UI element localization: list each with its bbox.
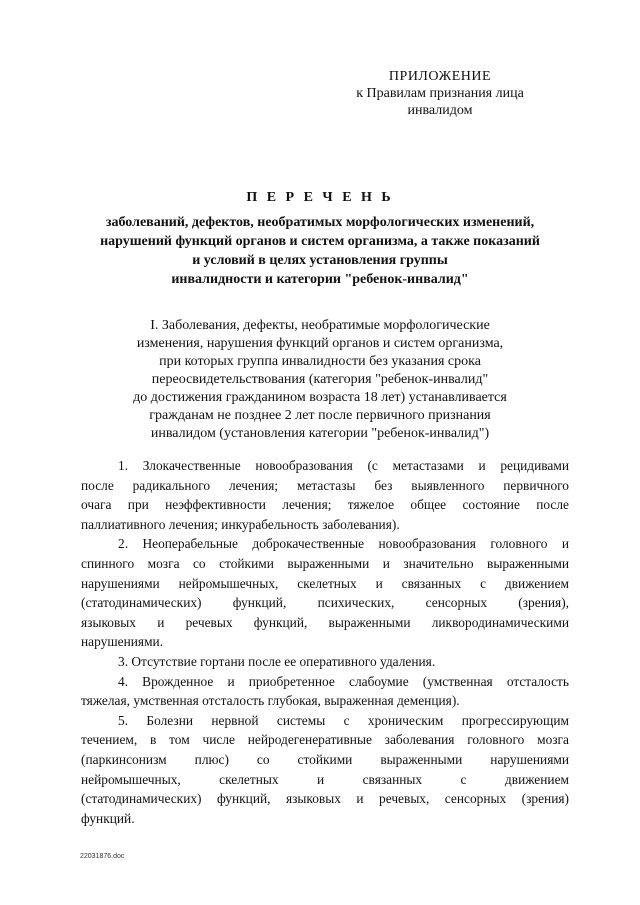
document-subtitle bbox=[60, 213, 580, 289]
list-item bbox=[81, 711, 569, 829]
subtitle-line: инвалидности и категории "ребенок-инвалид" bbox=[171, 272, 469, 287]
item-line: нарушениями. bbox=[81, 634, 164, 650]
section-heading bbox=[90, 317, 550, 443]
list-item bbox=[81, 456, 569, 534]
item-line: (статодинамических) функций, языковых и речевых, сенсорных (зрения) bbox=[81, 791, 569, 807]
section-line: до достижения гражданином возраста 18 лет) устанавливается bbox=[133, 390, 507, 405]
item-line: (паркинсонизм плюс) со стойкими выраженными нарушениями bbox=[81, 751, 569, 767]
section-line: изменения, нарушения функций органов и систем организма, bbox=[136, 336, 504, 351]
appendix-line-2: инвалидом bbox=[407, 103, 473, 118]
item-line: очага при неэффективности лечения; тяжелое общее состояние после bbox=[81, 497, 569, 513]
document-title: П Е Р Е Ч Е Н Ь bbox=[246, 190, 394, 205]
list-item bbox=[81, 534, 569, 652]
section-line: гражданам не позднее 2 лет после первичного признания bbox=[149, 408, 491, 423]
item-line: 5. Болезни нервной системы с хроническим прогрессирующим bbox=[118, 712, 569, 728]
item-line: 4. Врожденное и приобретенное слабоумие (умственная отсталость bbox=[118, 673, 569, 689]
section-line: при которых группа инвалидности без указания срока bbox=[159, 354, 481, 369]
items-list bbox=[81, 456, 569, 828]
subtitle-line: нарушений функций органов и систем организма, а также показаний bbox=[100, 234, 540, 249]
item-line: нейромышечных, скелетных и связанных с движением bbox=[81, 771, 569, 787]
item-line: течением, в том числе нейродегенеративные заболевания головного мозга bbox=[81, 732, 569, 748]
item-line: нарушениями нейромышечных, скелетных и связанных с движением bbox=[81, 575, 569, 591]
appendix-title: ПРИЛОЖЕНИЕ bbox=[388, 69, 492, 84]
item-line: 1. Злокачественные новообразования (с метастазами и рецидивами bbox=[118, 458, 569, 473]
section-line: переосвидетельствования (категория "ребенок-инвалид" bbox=[151, 372, 489, 387]
section-line: I. Заболевания, дефекты, необратимые морфологические bbox=[150, 318, 490, 333]
list-item bbox=[81, 652, 569, 672]
item-line: языковых и речевых функций, выраженными ликвородинамическими bbox=[81, 614, 569, 630]
item-line: функций. bbox=[81, 810, 135, 826]
subtitle-line: и условий в целях установления группы bbox=[192, 253, 448, 268]
item-line: (статодинамических) функций, психических, сенсорных (зрения), bbox=[81, 595, 569, 611]
item-line: паллиативного лечения; инкурабельность заболевания). bbox=[81, 516, 400, 532]
item-line: спинного мозга со стойкими выраженными и значительно выраженными bbox=[81, 555, 569, 571]
section-line: инвалидом (установления категории "ребенок-инвалид") bbox=[150, 426, 490, 441]
list-item bbox=[81, 672, 569, 711]
item-line: после радикального лечения; метастазы без выявленного первичного bbox=[81, 477, 569, 493]
item-line: 3. Отсутствие гортани после ее оперативного удаления. bbox=[118, 653, 436, 669]
subtitle-line: заболеваний, дефектов, необратимых морфологических изменений, bbox=[105, 215, 535, 230]
item-line: тяжелая, умственная отсталость глубокая, выраженная деменция). bbox=[81, 693, 460, 709]
file-name-footer: 22031876.doc bbox=[80, 853, 125, 860]
appendix-line-1: к Правилам признания лица bbox=[356, 86, 524, 101]
item-line: 2. Неоперабельные доброкачественные новообразования головного и bbox=[118, 536, 569, 552]
appendix-header bbox=[340, 68, 540, 119]
